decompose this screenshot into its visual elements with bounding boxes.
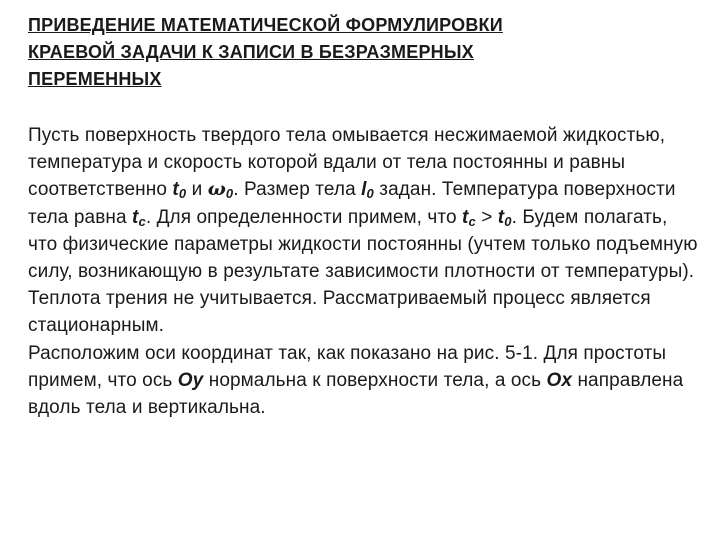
text-run: Пусть поверхность твердого тела омывается несжимаемой жидкостью, температура и скорость которой вдали от тела постоянны и равны соответственно bbox=[28, 125, 666, 201]
text-run: нормальна к поверхности тела, а ось bbox=[203, 369, 547, 391]
var-tc-2: $t_c$ bbox=[462, 206, 476, 229]
text-run: . Для определенности примем, что bbox=[145, 206, 463, 228]
var-t0: $t_0$ bbox=[172, 179, 187, 202]
text-run: и bbox=[186, 179, 208, 201]
var-tc: $t_c$ bbox=[132, 206, 146, 229]
var-t0-2: $t_0$ bbox=[497, 206, 512, 229]
text-run: > bbox=[475, 206, 498, 228]
text-run: . Будем полагать, что физические параметры жидкости постоянны (учтем только подъемную силу, возникающую в результате зависимости плотности от температуры). Теплота трения не учитывается. Рассматриваемый процесс является стационарным. bbox=[28, 206, 698, 337]
slide-title: ПРИВЕДЕНИЕ МАТЕМАТИЧЕСКОЙ ФОРМУЛИРОВКИ КРАЕВОЙ ЗАДАЧИ К ЗАПИСИ В БЕЗРАЗМЕРНЫХ ПЕРЕМЕННЫХ bbox=[28, 15, 503, 89]
paragraph-axes bbox=[28, 340, 698, 422]
slide bbox=[28, 12, 698, 421]
var-omega0: $\omega_0$ bbox=[207, 178, 234, 202]
var-oy: Oy bbox=[177, 369, 204, 391]
text-run: Расположим оси координат так, как показано на рис. 5-1. Для простоты примем, что ось bbox=[28, 342, 667, 391]
slide-body bbox=[28, 122, 698, 421]
text-run: задан. Температура поверхности тела равна bbox=[28, 179, 676, 228]
var-l0: $l_0$ bbox=[361, 179, 374, 202]
text-run: . Размер тела bbox=[233, 179, 362, 201]
text-run: направлена вдоль тела и вертикальна. bbox=[28, 369, 684, 419]
var-ox: Ox bbox=[546, 369, 573, 391]
paragraph-problem-statement bbox=[28, 122, 698, 340]
